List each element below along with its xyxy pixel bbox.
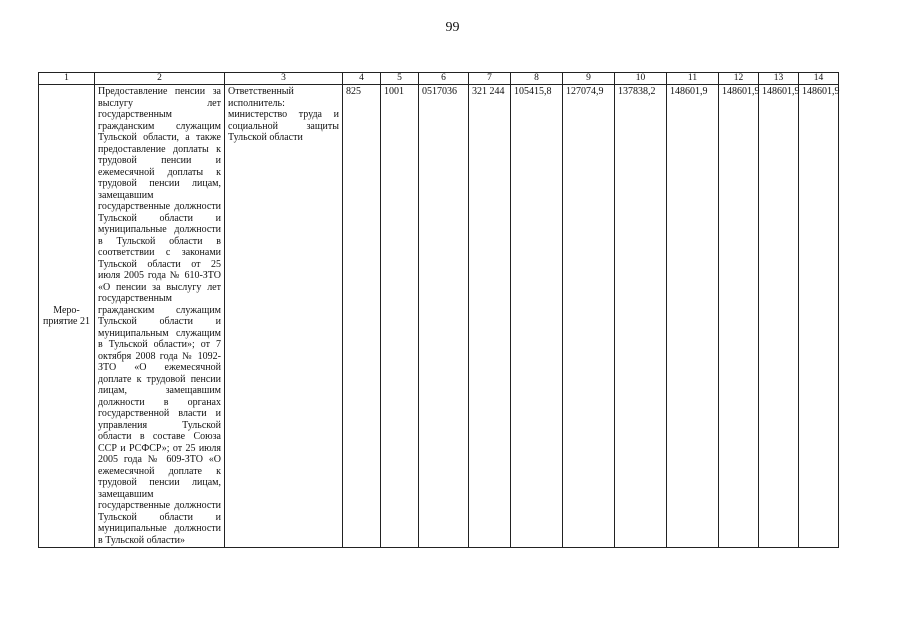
cell-col-11: 148601,9 [667,85,719,548]
header-cell-9: 9 [563,73,615,85]
header-cell-1: 1 [39,73,95,85]
header-cell-10: 10 [615,73,667,85]
cell-col-13: 148601,9 [759,85,799,548]
program-table [38,72,839,548]
row-label-cell: Меро-приятие 21 [39,85,95,548]
table-header-row [39,73,839,85]
header-cell-14: 14 [799,73,839,85]
header-cell-3: 3 [225,73,343,85]
header-cell-8: 8 [511,73,563,85]
header-cell-5: 5 [381,73,419,85]
cell-col-6: 0517036 [419,85,469,548]
header-cell-2: 2 [95,73,225,85]
cell-col-8: 105415,8 [511,85,563,548]
cell-col-9: 127074,9 [563,85,615,548]
description-cell: Предоставление пенсии за выслугу лет государственным гражданским служащим Тульской области, а также предоставление доплаты к трудовой пенсии и ежемесячной доплаты к трудовой пенсии лицам, замещавшим государственные должности Тульской области и муниципальные должности в Тульской области в соответствии с законами Тульской области от 25 июля 2005 года № 610-ЗТО «О пенсии за выслугу лет государственным гражданским служащим Тульской области и муниципальным служащим в Тульской области»; от 7 октября 2008 года № 1092-ЗТО «О ежемесячной доплате к трудовой пенсии лицам, замещавшим должности в органах государственной власти и управления Тульской области в составе Союза ССР и РСФСР»; от 25 июля 2005 года № 609-ЗТО «О ежемесячной доплате к трудовой пенсии лицам, замещавшим государственные должности Тульской области и муниципальные должности в Тульской области» [95,85,225,548]
header-cell-13: 13 [759,73,799,85]
page-number: 99 [445,20,460,35]
cell-col-7: 321 244 [469,85,511,548]
cell-col-12: 148601,9 [719,85,759,548]
executor-cell: Ответственный исполнитель: министерство труда и социальной защиты Тульской области [225,85,343,548]
cell-col-14: 148601,9 [799,85,839,548]
cell-col-4: 825 [343,85,381,548]
header-cell-11: 11 [667,73,719,85]
header-cell-6: 6 [419,73,469,85]
header-cell-12: 12 [719,73,759,85]
cell-col-10: 137838,2 [615,85,667,548]
header-cell-4: 4 [343,73,381,85]
table-row [39,85,839,548]
header-cell-7: 7 [469,73,511,85]
cell-col-5: 1001 [381,85,419,548]
